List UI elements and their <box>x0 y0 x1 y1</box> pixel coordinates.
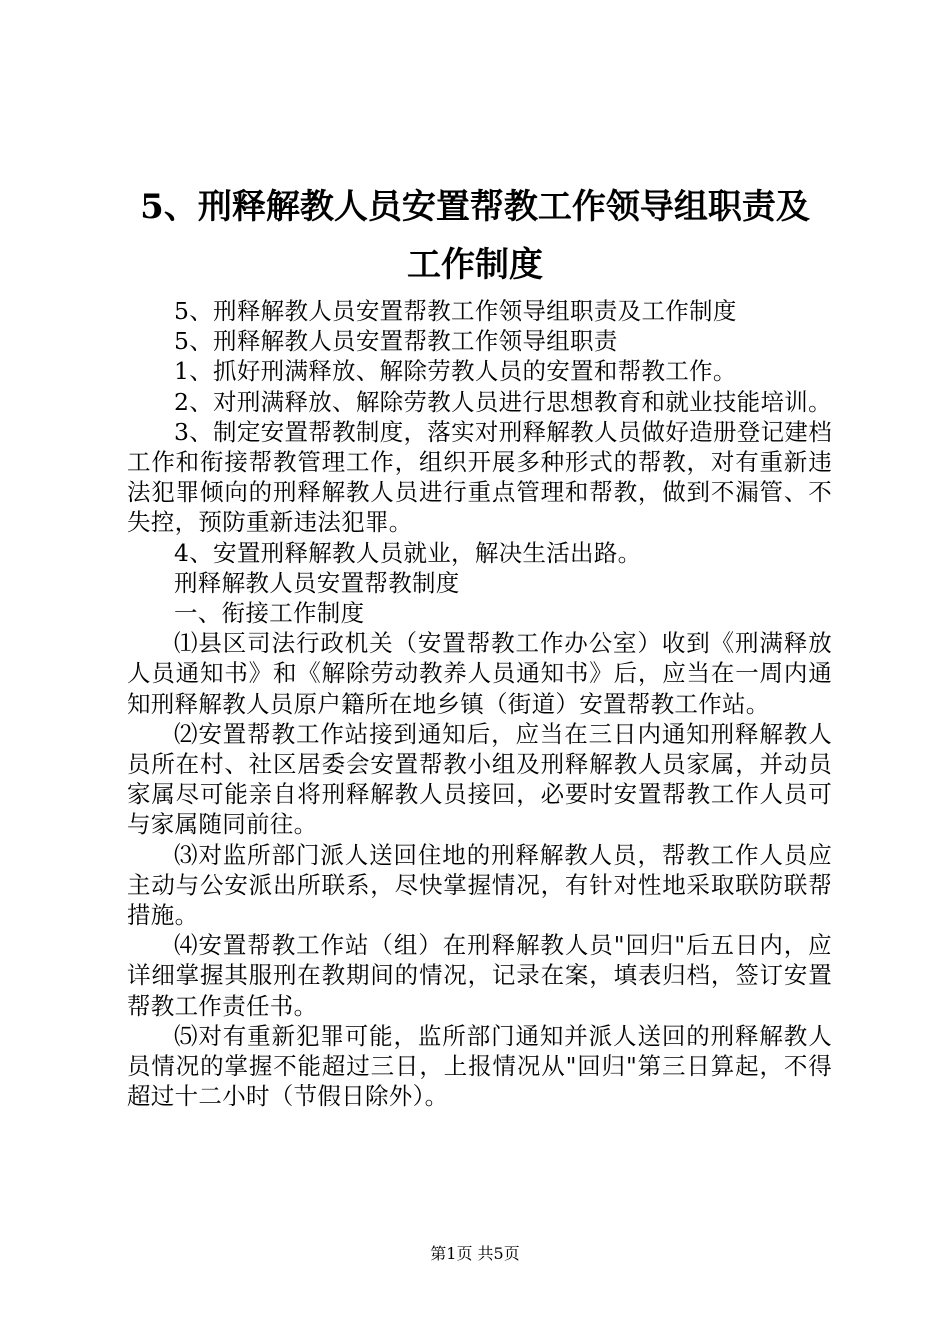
document-title-line-2: 工作制度 <box>407 245 543 285</box>
paragraph: 3、制定安置帮教制度，落实对刑释解教人员做好造册登记建档工作和衔接帮教管理工作，组织开展多种形式的帮教，对有重新违法犯罪倾向的刑释解教人员进行重点管理和帮教，做到不漏管、不失控，预防重新违法犯罪。 <box>127 417 832 537</box>
document-title <box>100 178 850 294</box>
paragraph: ⑷安置帮教工作站（组）在刑释解教人员"回归"后五日内，应详细掌握其服刑在教期间的情况，记录在案，填表归档，签订安置帮教工作责任书。 <box>127 931 832 1020</box>
section-heading: 刑释解教人员安置帮教制度 <box>174 568 460 597</box>
paragraph: ⑸对有重新犯罪可能，监所部门通知并派人送回的刑释解教人员情况的掌握不能超过三日，上报情况从"回归"第三日算起，不得超过十二小时（节假日除外）。 <box>127 1021 832 1111</box>
paragraph: 4、安置刑释解教人员就业，解决生活出路。 <box>174 538 642 567</box>
page-footer <box>0 1244 950 1264</box>
paragraph: ⑵安置帮教工作站接到通知后，应当在三日内通知刑释解教人员所在村、社区居委会安置帮教小组及刑释解教人员家属，并动员家属尽可能亲自将刑释解教人员接回，必要时安置帮教工作人员可与家属随同前往。 <box>127 719 832 839</box>
paragraph: 5、刑释解教人员安置帮教工作领导组职责及工作制度 <box>174 297 737 325</box>
document-title-line-1: 5、刑释解教人员安置帮教工作领导组职责及 <box>140 187 810 227</box>
paragraph: 1、抓好刑满释放、解除劳教人员的安置和帮教工作。 <box>174 357 737 386</box>
section-heading: 一、衔接工作制度 <box>174 599 365 628</box>
paragraph: ⑶对监所部门派人送回住地的刑释解教人员，帮教工作人员应主动与公安派出所联系，尽快掌握情况，有针对性地采取联防联帮措施。 <box>127 840 832 930</box>
page-indicator: 第1页 共5页 <box>430 1244 520 1263</box>
paragraph: ⑴县区司法行政机关（安置帮教工作办公室）收到《刑满释放人员通知书》和《解除劳动教养人员通知书》后，应当在一周内通知刑释解教人员原户籍所在地乡镇（街道）安置帮教工作站。 <box>127 629 832 718</box>
paragraph: 2、对刑满释放、解除劳教人员进行思想教育和就业技能培训。 <box>174 387 832 416</box>
document-body <box>127 296 832 1111</box>
paragraph: 5、刑释解教人员安置帮教工作领导组职责 <box>174 327 618 356</box>
